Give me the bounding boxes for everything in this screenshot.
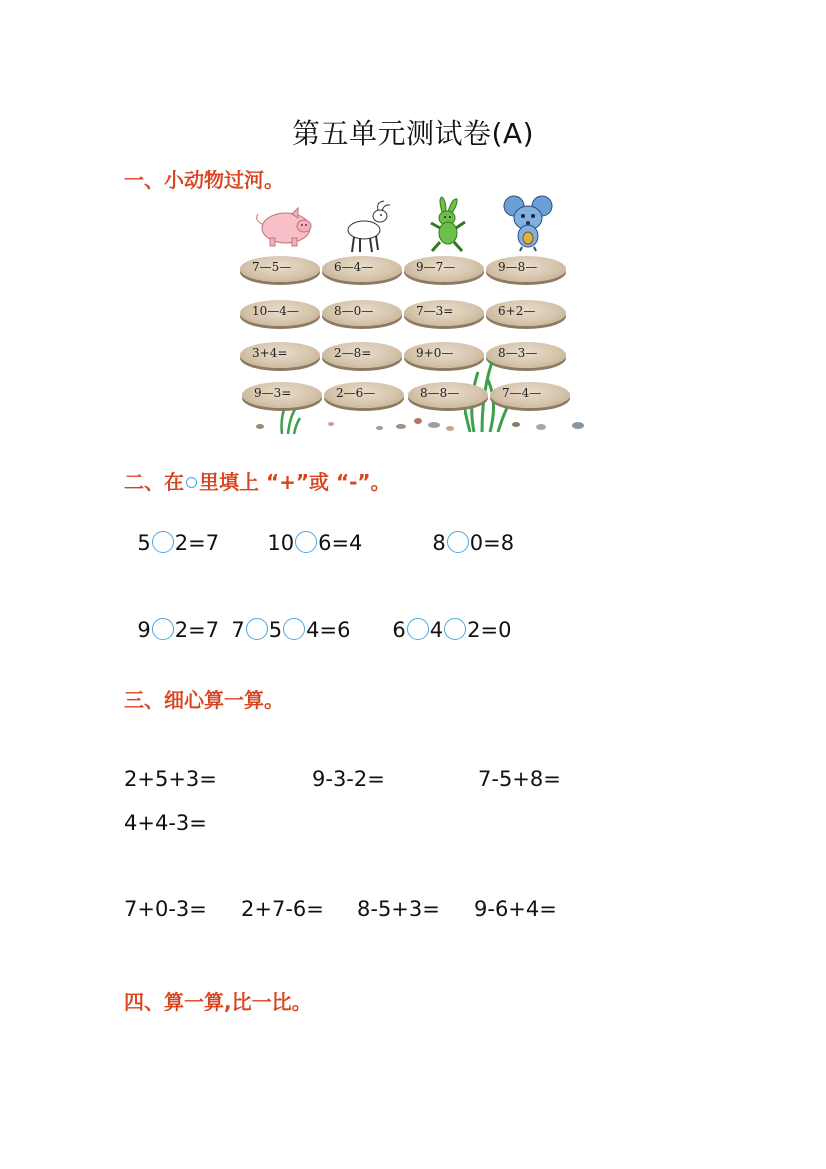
calc-item: 9-3-2= [312, 767, 385, 791]
stone [322, 300, 402, 326]
stone [240, 300, 320, 326]
stone [322, 342, 402, 368]
stone-label: 9+0— [416, 346, 454, 360]
calc-item: 7+0-3= [124, 897, 207, 921]
stone-label: 2—6— [336, 386, 376, 400]
stone [324, 382, 404, 408]
calc-item: 8-5+3= [357, 897, 440, 921]
heading-text: 里填上 “+”或 “-”。 [199, 470, 391, 494]
stone-label: 8—3— [498, 346, 538, 360]
answer-circle[interactable] [444, 618, 466, 640]
pebble [396, 424, 406, 429]
answer-circle[interactable] [295, 531, 317, 553]
stone [242, 382, 322, 408]
equation-6 [379, 594, 511, 642]
page-title: 第五单元测试卷(A) [291, 117, 534, 150]
calc-item: 7-5+8= [478, 767, 561, 791]
equation-5 [218, 594, 350, 642]
equation-part: 9 [137, 618, 151, 642]
answer-circle[interactable] [152, 531, 174, 553]
equation-part: 6 [392, 618, 406, 642]
answer-circle[interactable] [152, 618, 174, 640]
stone [490, 382, 570, 408]
equation-3 [419, 507, 514, 555]
calc-item: 2+7-6= [241, 897, 324, 921]
equation-part: 0=8 [469, 531, 515, 555]
stone-label: 7—3= [416, 304, 454, 318]
equation-part: 2=7 [174, 531, 220, 555]
circle-icon [186, 477, 197, 488]
stone [408, 382, 488, 408]
pebble [256, 424, 264, 429]
stone [486, 256, 566, 282]
heading-text: 二、在 [124, 470, 184, 494]
goat-icon [340, 200, 392, 254]
calc-item: 9-6+4= [474, 897, 557, 921]
section-2-heading [124, 466, 391, 495]
pebble [414, 418, 422, 424]
stone-label: 9—7— [416, 260, 456, 274]
mouse-icon [502, 194, 554, 252]
equation-part: 7 [231, 618, 245, 642]
rabbit-icon [428, 196, 468, 254]
equation-2 [254, 507, 362, 555]
equation-part: 10 [267, 531, 295, 555]
stone-label: 6—4— [334, 260, 374, 274]
pebble [512, 422, 520, 427]
equation-4 [124, 594, 219, 642]
equation-part: 4=6 [306, 618, 351, 642]
equation-part: 2=0 [467, 618, 512, 642]
equation-part: 5 [268, 618, 283, 642]
stone-label: 10—4— [252, 304, 299, 318]
stone [240, 342, 320, 368]
stone [404, 256, 484, 282]
calc-item: 2+5+3= [124, 767, 217, 791]
answer-circle[interactable] [283, 618, 305, 640]
equation-part: 4 [429, 618, 444, 642]
equation-part: 6=4 [318, 531, 363, 555]
stone [322, 256, 402, 282]
stone-label: 8—0— [334, 304, 374, 318]
equation-part: 5 [137, 531, 151, 555]
equation-1 [124, 507, 219, 555]
stone-label: 8—8— [420, 386, 460, 400]
stone-label: 9—3= [254, 386, 292, 400]
stone-label: 3+4= [252, 346, 288, 360]
pebble [446, 426, 454, 431]
pig-icon [252, 206, 314, 248]
river-crossing-picture [236, 192, 590, 436]
stone-label: 7—5— [252, 260, 292, 274]
answer-circle[interactable] [246, 618, 268, 640]
stone-label: 9—8— [498, 260, 538, 274]
section-1-heading: 一、小动物过河。 [124, 168, 284, 192]
equation-part: 2=7 [174, 618, 220, 642]
stone-label: 2—8= [334, 346, 372, 360]
pebble [572, 422, 584, 429]
calc-item: 4+4-3= [124, 811, 207, 835]
pebble [376, 426, 383, 430]
section-3-heading: 三、细心算一算。 [124, 688, 284, 712]
stone-label: 6+2— [498, 304, 536, 318]
answer-circle[interactable] [447, 531, 469, 553]
stone [486, 300, 566, 326]
stone [404, 300, 484, 326]
answer-circle[interactable] [407, 618, 429, 640]
section-4-heading: 四、算一算,比一比。 [124, 990, 312, 1014]
stone [240, 256, 320, 282]
pebble [328, 422, 334, 426]
stone-label: 7—4— [502, 386, 542, 400]
pebble [536, 424, 546, 430]
pebble [428, 422, 440, 428]
equation-part: 8 [432, 531, 446, 555]
